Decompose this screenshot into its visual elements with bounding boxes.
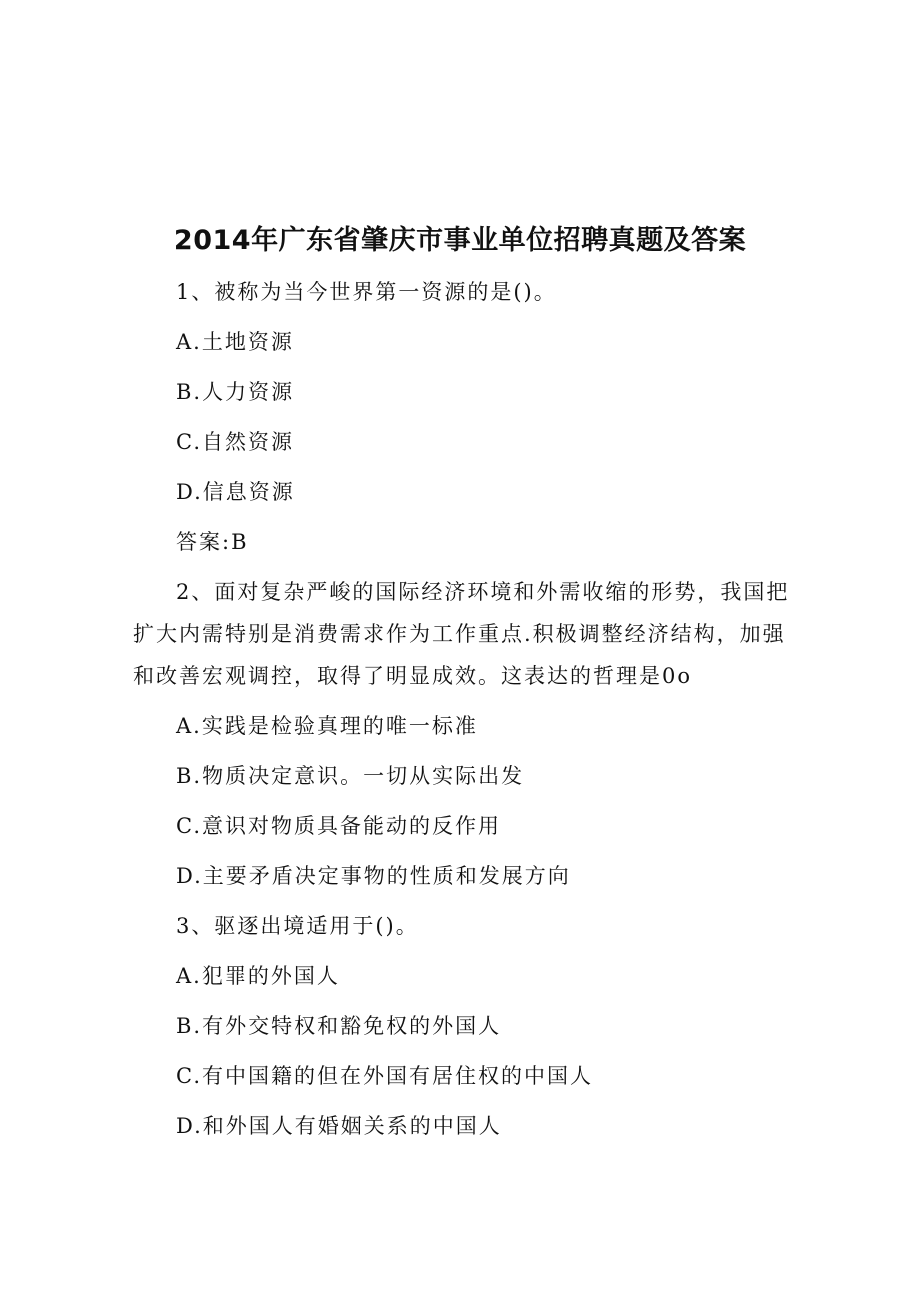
question-3-stem: 3、驱逐出境适用于()。: [176, 914, 419, 938]
question-1-stem: 1、被称为当今世界第一资源的是()。: [176, 280, 557, 304]
question-3-option-a: A.犯罪的外国人: [176, 964, 340, 988]
question-1-option-a: A.土地资源: [176, 330, 294, 354]
question-1-answer: 答案:B: [176, 530, 249, 554]
question-2-option-d: D.主要矛盾决定事物的性质和发展方向: [176, 864, 571, 888]
document-title: 2014年广东省肇庆市事业单位招聘真题及答案: [173, 225, 747, 256]
question-2-stem-line-3: 和改善宏观调控，取得了明显成效。这表达的哲理是0o: [133, 664, 693, 688]
question-2-stem-line-2: 扩大内需特别是消费需求作为工作重点.积极调整经济结构，加强: [133, 622, 786, 646]
question-2-option-a: A.实践是检验真理的唯一标准: [176, 714, 478, 738]
question-3-option-d: D.和外国人有婚姻关系的中国人: [176, 1114, 502, 1138]
question-3-option-c: C.有中国籍的但在外国有居住权的中国人: [176, 1064, 593, 1088]
question-1-option-d: D.信息资源: [176, 480, 295, 504]
question-3-option-b: B.有外交特权和豁免权的外国人: [176, 1014, 502, 1038]
question-2-option-b: B.物质决定意识。一切从实际出发: [176, 764, 525, 788]
question-1-option-c: C.自然资源: [176, 430, 294, 454]
question-2-stem-line-1: 2、面对复杂严峻的国际经济环境和外需收缩的形势，我国把: [176, 580, 790, 604]
question-1-option-b: B.人力资源: [176, 380, 295, 404]
question-2-option-c: C.意识对物质具备能动的反作用: [176, 814, 501, 838]
